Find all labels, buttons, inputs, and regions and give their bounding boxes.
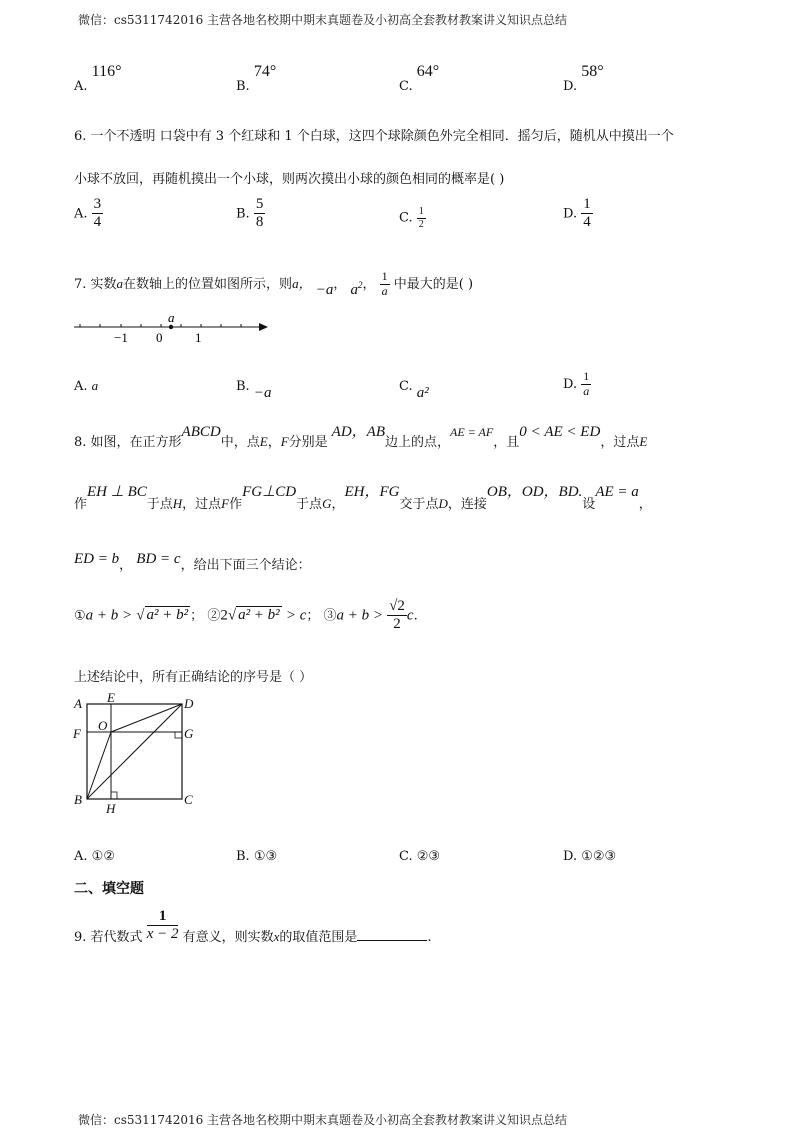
- point-a: [169, 325, 173, 329]
- q8-conclusions: ①a + b > √ a² + b² ； ②2√ a² + b² > c； ③a + b > $\frac{√2}{2}$ c.: [74, 598, 418, 633]
- q6-line2: 小球不放回，再随机摸出一个小球，则两次摸出小球的颜色相同的概率是( ): [74, 172, 505, 187]
- number-line-arrow: [259, 323, 268, 331]
- fraction: $\frac{5}{8}$: [255, 196, 264, 231]
- option-letter: C.: [399, 79, 413, 94]
- q7-option-b[interactable]: B. −a: [236, 379, 272, 401]
- option-letter: D.: [563, 79, 578, 94]
- segment-ob: [87, 732, 111, 799]
- right-angle-h: [111, 792, 117, 799]
- option-letter: C.: [399, 210, 413, 226]
- fraction: $\frac{1}{4}$: [583, 196, 591, 231]
- label-C: C: [184, 792, 193, 807]
- square-figure: [68, 690, 208, 820]
- q8-question: 上述结论中，所有正确结论的序号是（ ）: [74, 670, 313, 685]
- tick-label: 1: [195, 330, 202, 345]
- q5-option-d[interactable]: [563, 63, 604, 94]
- page-footer: 微信：cs5311742016 主营各地名校期中期末真题卷及小初高全套教材教案讲义知识点总结: [78, 1113, 568, 1127]
- page-header: 微信：cs5311742016 主营各地名校期中期末真题卷及小初高全套教材教案讲义知识点总结: [78, 13, 568, 27]
- q6-option-c[interactable]: [399, 206, 426, 230]
- number-line: [70, 312, 280, 350]
- fraction: $\frac{1}{a}$: [583, 369, 590, 398]
- option-letter: A.: [74, 79, 88, 94]
- fraction: $\frac{1}{x - 2}$: [146, 908, 179, 943]
- q5-option-b[interactable]: [236, 63, 277, 94]
- q8-option-c[interactable]: C. ②③: [399, 849, 441, 864]
- fraction: $\frac{1}{2}$: [418, 206, 424, 230]
- conclusion-3-mark: ③: [323, 608, 337, 624]
- option-value: 58°: [581, 63, 604, 80]
- label-A: A: [74, 696, 82, 711]
- label-B: B: [74, 792, 82, 807]
- section-title: 二、填空题: [74, 881, 144, 897]
- answer-blank[interactable]: [357, 928, 427, 941]
- q8-option-a[interactable]: A. ①②: [74, 849, 115, 864]
- conclusion-2-mark: ②: [207, 608, 221, 624]
- option-letter: B.: [236, 206, 250, 222]
- option-value: 116°: [91, 63, 122, 80]
- q5-option-a[interactable]: [74, 63, 122, 94]
- label-D: D: [184, 696, 194, 711]
- tick-label: −1: [114, 330, 128, 345]
- label-a: a: [168, 312, 175, 325]
- q6-option-b[interactable]: [236, 196, 265, 232]
- q6-option-d[interactable]: [563, 196, 593, 232]
- fraction: $\frac{√2}{2}$: [389, 598, 405, 633]
- q6-option-a[interactable]: [74, 196, 103, 232]
- label-H: H: [106, 801, 116, 816]
- option-letter: A.: [74, 206, 88, 222]
- q8-line3: ED = b， BD = c，给出下面三个结论：: [74, 551, 311, 573]
- tick-label: 0: [156, 330, 163, 345]
- label-F: F: [73, 726, 81, 741]
- label-E: E: [107, 690, 115, 705]
- segment-od: [111, 704, 182, 732]
- q7-option-a[interactable]: A. a: [74, 378, 99, 394]
- q9-stem: 9. 若代数式 $\frac{1}{x - 2}$ 有意义，则实数x的取值范围是 .: [74, 908, 432, 946]
- label-O: O: [98, 718, 108, 733]
- q7-option-d[interactable]: D. $\frac{1}{a}$: [563, 369, 590, 398]
- conclusion-1-mark: ①: [74, 608, 86, 624]
- q8-line1: 8. 如图，在正方形ABCD中，点E，F分别是AD，AB边上的点，AE = AF，且0 < AE < ED，过点E: [74, 424, 648, 450]
- option-value: 74°: [253, 63, 277, 80]
- label-G: G: [184, 726, 194, 741]
- option-value: 64°: [416, 63, 440, 80]
- fraction: $\frac{1}{a}$: [381, 269, 388, 298]
- q5-option-c[interactable]: [399, 63, 440, 94]
- option-letter: B.: [236, 79, 250, 94]
- fraction: $\frac{3}{4}$: [93, 196, 102, 231]
- right-angle-g: [175, 732, 182, 738]
- q8-line2: 作EH ⊥ BC于点H，过点F作FG⊥CD于点G，EH，FG交于点D，连接OB，OD，BD.设AE = a，: [74, 484, 652, 512]
- q6-line1: 6. 一个不透明 口袋中有 3 个红球和 1 个白球，这四个球除颜色外完全相同．摇匀后，随机从中摸出一个: [74, 129, 674, 144]
- q7-stem: 7. 实数a在数轴上的位置如图所示，则a， −a， $a^2$， $\frac{1}{a}$ 中最大的是( ): [74, 269, 474, 298]
- q7-option-c[interactable]: C. a²: [399, 379, 429, 401]
- option-letter: D.: [563, 206, 578, 222]
- q8-option-b[interactable]: B. ①③: [236, 849, 278, 864]
- q8-option-d[interactable]: D. ①②③: [563, 849, 617, 864]
